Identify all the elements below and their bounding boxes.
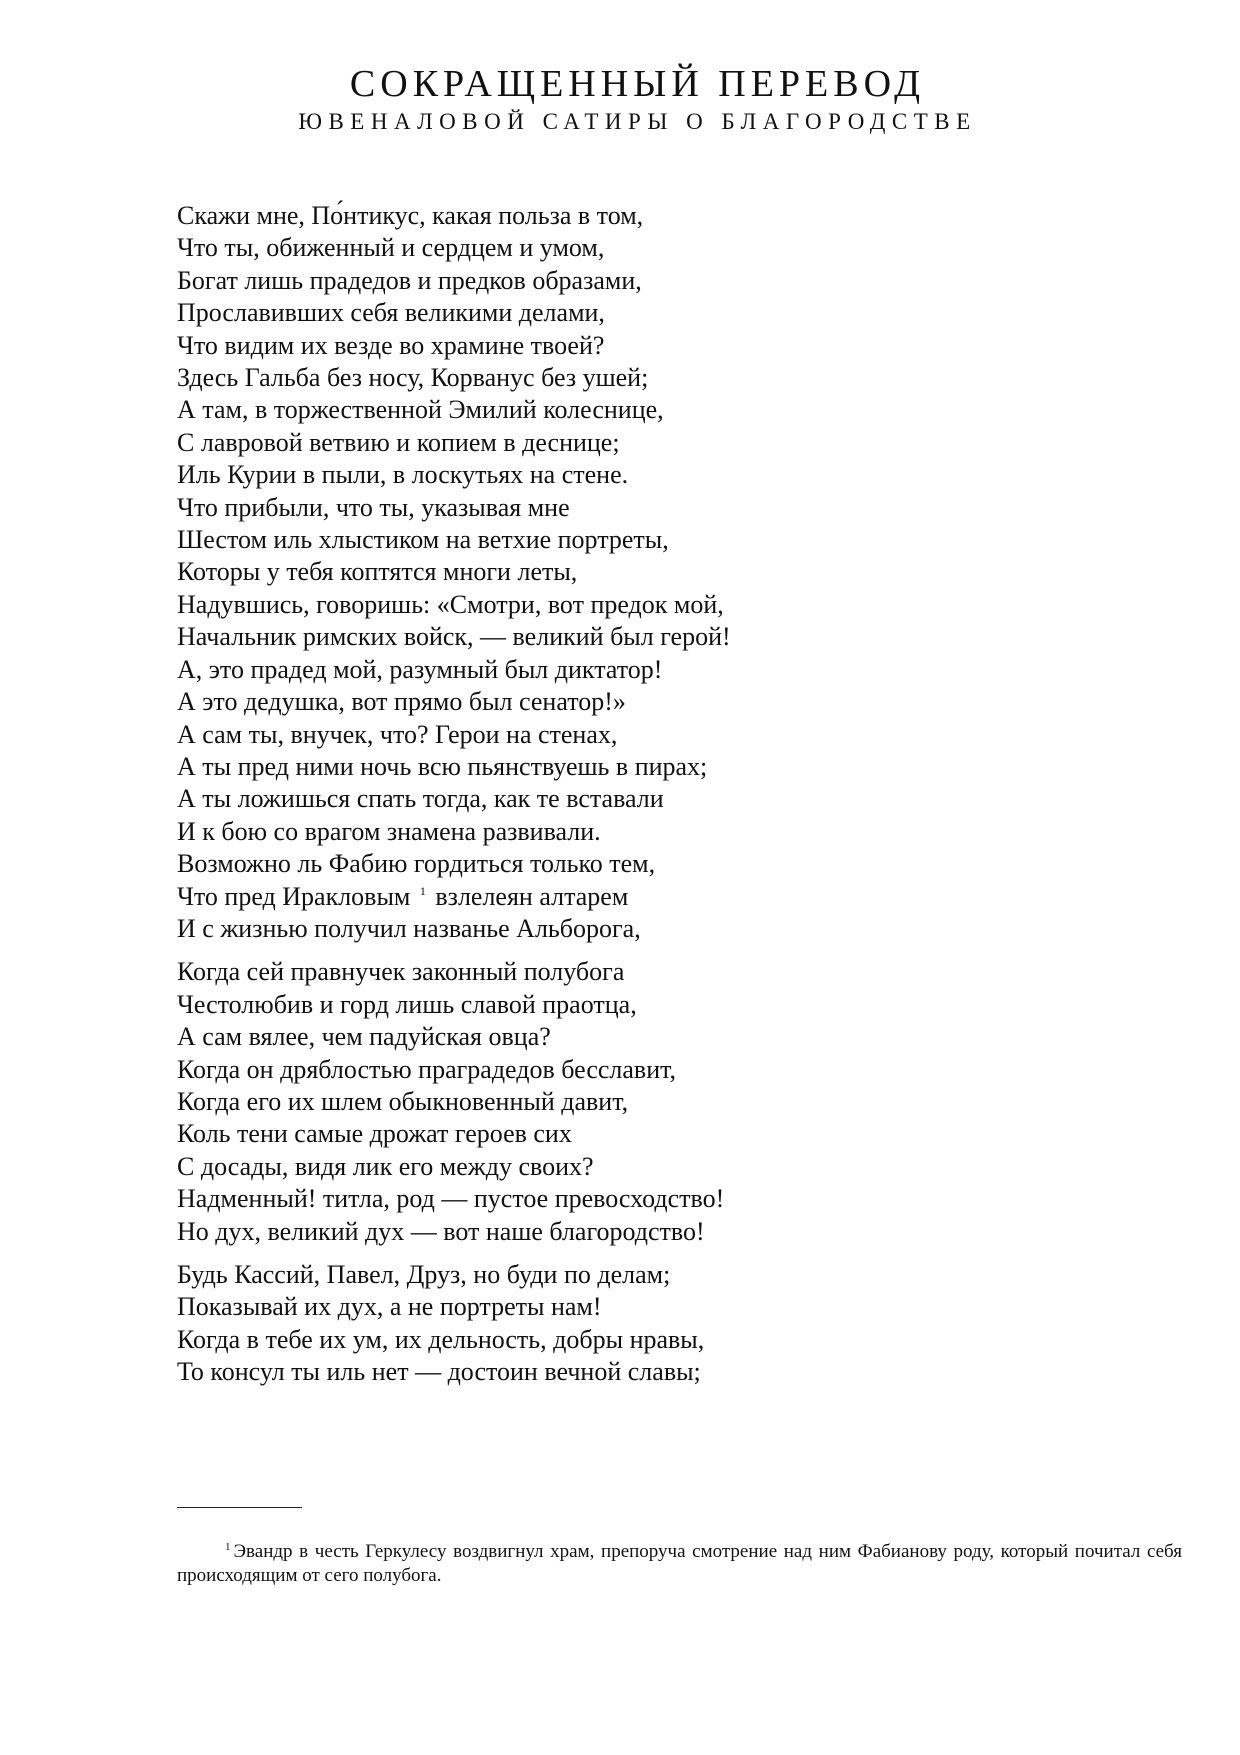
verse-line: Надменный! титла, род — пустое превосходство! (177, 1184, 725, 1214)
verse-line-with-footnote (177, 881, 1077, 913)
footnote-reference[interactable]: 1 (419, 883, 426, 898)
verse-line: Которы у тебя коптятся многи леты, (177, 557, 578, 587)
verse-line: Коль тени самые дрожат героев сих (177, 1119, 572, 1149)
verse-line: Но дух, великий дух — вот наше благородство! (177, 1216, 705, 1246)
poem-body (177, 200, 1077, 1389)
verse-line: А ты пред ними ночь всю пьянствуешь в пирах; (177, 751, 708, 781)
verse-line: Что видим их везде во храмине твоей? (177, 330, 605, 360)
verse-line: Надувшись, говоришь: «Смотри, вот предок мой, (177, 589, 724, 619)
page-title: СОКРАЩЕННЫЙ ПЕРЕВОД (349, 63, 926, 105)
verse-line: Возможно ль Фабию гордиться только тем, (177, 849, 656, 879)
verse-line: Что прибыли, что ты, указывая мне (177, 492, 570, 522)
verse-line: С лавровой ветвию и копием в деснице; (177, 427, 620, 457)
verse-line: Когда в тебе их ум, их дельность, добры нравы, (177, 1324, 705, 1354)
verse-line-tail: взлелеян алтарем (435, 881, 629, 911)
verse-line: А ты ложишься спать тогда, как те вставали (177, 784, 664, 814)
verse-line: Здесь Гальба без носу, Корванус без ушей; (177, 363, 649, 393)
footnote-separator (177, 1507, 302, 1508)
verse-line: А, это прадед мой, разумный был диктатор! (177, 654, 663, 684)
verse-line: Когда сей правнучек законный полубога (177, 957, 625, 987)
footnote (177, 1540, 1182, 1588)
verse-line: А сам ты, внучек, что? Герои на стенах, (177, 719, 618, 749)
footnote-text: Эвандр в честь Геркулесу воздвигнул храм, препоруча смотрение над ним Фабианову роду, который почитал себя происходящим от сего полубога. (177, 1541, 1182, 1586)
verse-line: Богат лишь прадедов и предков образами, (177, 265, 642, 295)
verse-line: То консул ты иль нет — достоин вечной славы; (177, 1357, 701, 1387)
verse-line: Когда он дряблостью праградедов бесславит, (177, 1054, 677, 1084)
footnote-number: 1 (225, 1541, 231, 1553)
stanza-2 (177, 956, 1077, 1248)
verse-line: А сам вялее, чем падуйская овца? (177, 1022, 551, 1052)
verse-line: Показывай их дух, а не портреты нам! (177, 1292, 602, 1322)
verse-line-head: Что пред Иракловым (177, 881, 411, 911)
verse-line: Шестом иль хлыстиком на ветхие портреты, (177, 525, 669, 555)
verse-line: Будь Кассий, Павел, Друз, но буди по делам; (177, 1260, 671, 1289)
verse-line: А там, в торжественной Эмилий колеснице, (177, 395, 664, 425)
verse-line: Иль Курии в пыли, в лоскутьях на стене. (177, 460, 629, 490)
verse-line: Прославивших себя великими делами, (177, 298, 605, 328)
stanza-3 (177, 1259, 1077, 1389)
verse-line: Скажи мне, По́нтикус, какая польза в том, (177, 201, 644, 230)
verse-line: И к бою со врагом знамена развивали. (177, 816, 601, 846)
verse-line: И с жизнью получил названье Альборога, (177, 913, 641, 943)
verse-line: С досады, видя лик его между своих? (177, 1151, 594, 1181)
verse-line: Что ты, обиженный и сердцем и умом, (177, 233, 605, 263)
verse-line: Честолюбив и горд лишь славой праотца, (177, 989, 637, 1019)
verse-line: Начальник римских войск, — великий был герой! (177, 622, 731, 652)
stanza-1 (177, 200, 1077, 945)
verse-line: А это дедушка, вот прямо был сенатор!» (177, 687, 626, 717)
verse-line: Когда его их шлем обыкновенный давит, (177, 1086, 629, 1116)
page-subtitle: ЮВЕНАЛОВОЙ САТИРЫ О БЛАГОРОДСТВЕ (298, 109, 977, 134)
